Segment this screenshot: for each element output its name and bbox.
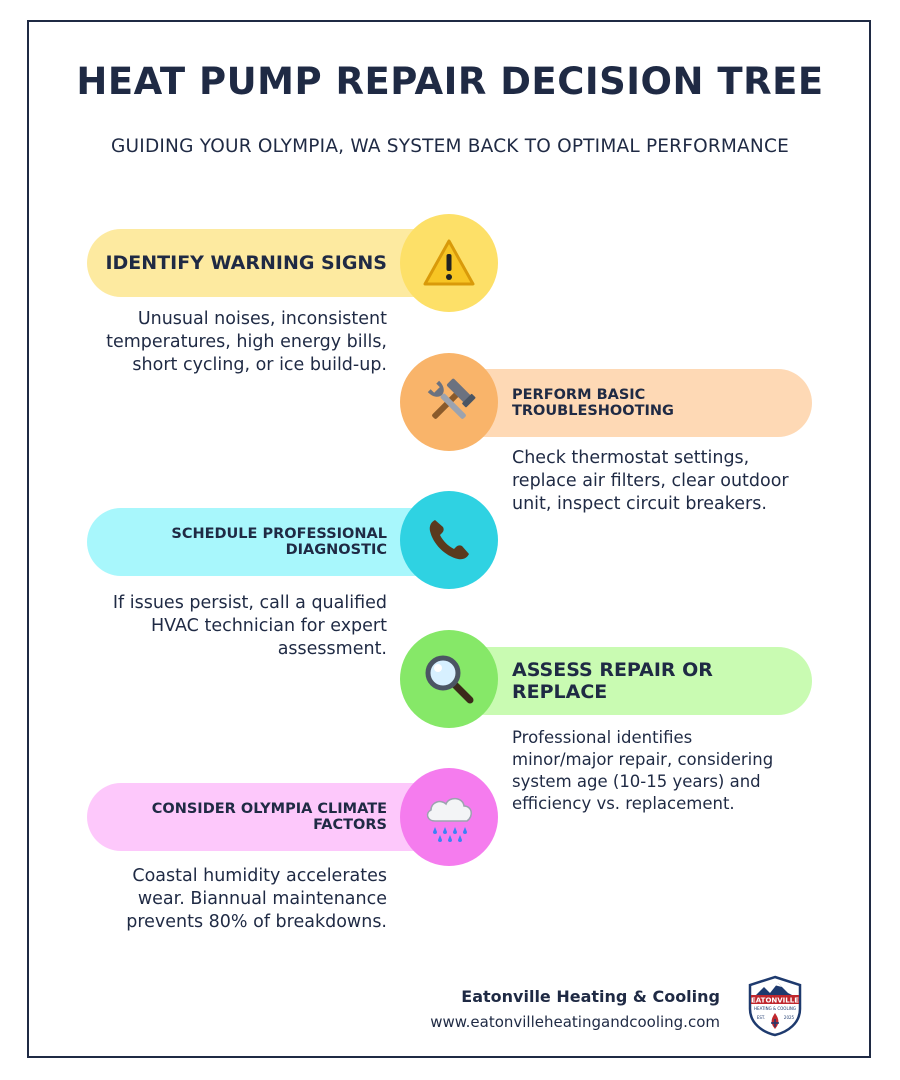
step-5-icon-circle bbox=[400, 768, 498, 866]
step-5-description: Coastal humidity accelerates wear. Biannual maintenance prevents 80% of breakdowns. bbox=[126, 866, 387, 932]
step-1-label: IDENTIFY WARNING SIGNS bbox=[105, 252, 387, 274]
svg-text:EATONVILLE: EATONVILLE bbox=[751, 996, 799, 1005]
step-2-label: PERFORM BASIC TROUBLESHOOTING bbox=[512, 387, 674, 419]
step-1-pill bbox=[87, 229, 447, 297]
warning-icon bbox=[422, 238, 476, 288]
company-name: Eatonville Heating & Cooling bbox=[461, 987, 720, 1006]
step-3-label: SCHEDULE PROFESSIONAL DIAGNOSTIC bbox=[171, 526, 387, 558]
company-url[interactable]: www.eatonvilleheatingandcooling.com bbox=[430, 1013, 720, 1031]
company-logo bbox=[748, 975, 802, 1037]
step-5-pill bbox=[87, 783, 447, 851]
step-2-pill bbox=[452, 369, 812, 437]
magnifier-icon bbox=[422, 652, 476, 706]
phone-icon bbox=[425, 516, 473, 564]
tools-icon bbox=[421, 374, 477, 430]
step-3-icon-circle bbox=[400, 491, 498, 589]
step-1-icon-circle bbox=[400, 214, 498, 312]
step-4-description: Professional identifies minor/major repair, considering system age (10-15 years) and efficiency vs. replacement. bbox=[512, 728, 774, 813]
step-5-label: CONSIDER OLYMPIA CLIMATE FACTORS bbox=[151, 801, 387, 833]
step-2-icon-circle bbox=[400, 353, 498, 451]
rain-cloud-icon bbox=[421, 791, 477, 843]
svg-text:2025: 2025 bbox=[783, 1015, 795, 1020]
step-4-label: ASSESS REPAIR OR REPLACE bbox=[512, 659, 713, 703]
svg-text:EST.: EST. bbox=[756, 1015, 766, 1020]
svg-text:HEATING & COOLING: HEATING & COOLING bbox=[754, 1006, 796, 1011]
step-1-description: Unusual noises, inconsistent temperatures, high energy bills, short cycling, or ice build-up. bbox=[106, 309, 387, 375]
step-3-pill bbox=[87, 508, 447, 576]
step-4-icon-circle bbox=[400, 630, 498, 728]
page-title: HEAT PUMP REPAIR DECISION TREE bbox=[76, 60, 824, 103]
step-3-description: If issues persist, call a qualified HVAC technician for expert assessment. bbox=[112, 593, 387, 659]
step-4-pill bbox=[452, 647, 812, 715]
page-subtitle: GUIDING YOUR OLYMPIA, WA SYSTEM BACK TO OPTIMAL PERFORMANCE bbox=[111, 136, 789, 157]
step-2-description: Check thermostat settings, replace air filters, clear outdoor unit, inspect circuit breakers. bbox=[512, 448, 789, 514]
